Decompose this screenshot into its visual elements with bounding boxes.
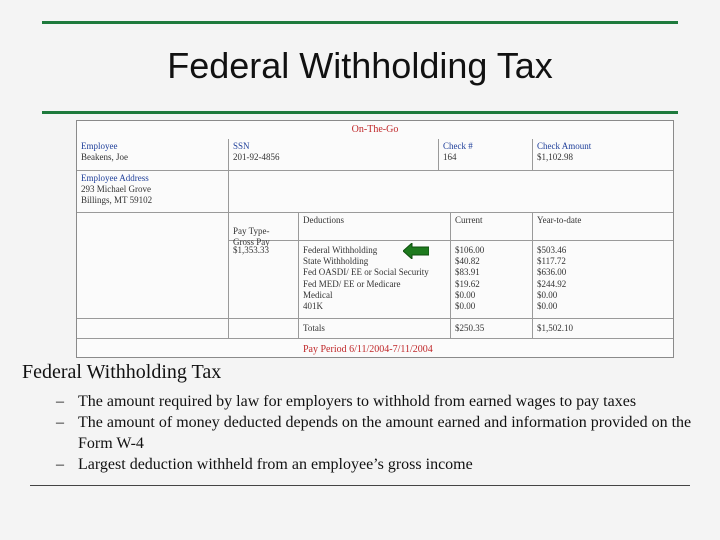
address-line1: 293 Michael Grove [81,184,151,194]
totals-label-cell [299,319,451,339]
totals-blank-left [77,319,229,339]
bullet-text: The amount of money deducted depends on the amount earned and information provided on the Form W-4 [78,414,692,452]
address-line2: Billings, MT 59102 [81,195,153,205]
pay-period: Pay Period 6/11/2004-7/11/2004 [303,344,433,355]
current-header-cell [451,213,533,241]
deduction-ytd: $244.92 [537,278,567,289]
check-number-cell [439,139,533,171]
green-left-arrow-icon [403,243,429,259]
deduction-name: 401K [303,301,323,312]
paytype-label: Pay Type- Gross Pay [233,226,270,247]
employee-name: Beakens, Joe [81,152,128,162]
bottom-rule [30,485,690,486]
totals-current: $250.35 [455,323,485,333]
bullet-item [56,412,716,454]
deduction-current-cell [451,241,533,319]
title-rule-top [42,21,678,24]
ytd-header-cell [533,213,673,241]
deduction-ytd: $117.72 [537,256,566,267]
company-name: On-The-Go [351,124,399,135]
deduction-name: Federal Withholding [303,245,378,255]
deduction-current: $0.00 [455,301,476,312]
totals-blank-paytype [229,319,299,339]
paytype-header-cell [229,213,299,247]
body-heading: Federal Withholding Tax [22,361,222,383]
totals-ytd-cell [533,319,673,339]
bullet-marker: – [56,414,64,431]
deduction-current: $0.00 [455,289,476,300]
check-amount-cell [533,139,673,171]
deductions-header-cell [299,213,451,241]
deduction-ytd: $0.00 [537,289,558,300]
check-number-value: 164 [443,152,457,162]
totals-current-cell [451,319,533,339]
bullet-marker: – [56,456,64,473]
deduction-current: $106.00 [455,245,485,255]
bullet-text: Largest deduction withheld from an employee’s gross income [78,456,473,473]
address-blank-cell [229,171,673,213]
slide-title: Federal Withholding Tax [167,45,553,86]
bullet-text: The amount required by law for employers to withhold from earned wages to pay taxes [78,393,637,410]
ytd-label: Year-to-date [537,215,582,225]
address-label: Employee Address [81,173,149,183]
employee-cell [77,139,229,171]
deduction-ytd: $0.00 [537,301,558,312]
deductions-label: Deductions [303,215,344,225]
check-number-label: Check # [443,141,473,151]
bullet-item [56,391,716,412]
bullet-list [56,391,716,475]
check-amount-value: $1,102.98 [537,152,573,162]
bullet-item [56,454,716,475]
totals-ytd: $1,502.10 [537,323,573,333]
gross-pay-cell [229,241,299,319]
deduction-ytd-cell [533,241,673,319]
deduction-name: State Withholding [303,256,369,267]
deduction-ytd: $503.46 [537,245,567,255]
deduction-current: $40.82 [455,256,480,267]
blank-left-cell [77,213,229,319]
ssn-value: 201-92-4856 [233,152,280,162]
check-amount-label: Check Amount [537,141,592,151]
deduction-name: Fed MED/ EE or Medicare [303,278,401,289]
deduction-current: $83.91 [455,267,480,278]
employee-label: Employee [81,141,118,151]
address-cell [77,171,229,213]
ssn-cell [229,139,439,171]
bullet-marker: – [56,393,64,410]
paystub [76,120,674,358]
gross-pay-value: $1,353.33 [233,245,269,255]
current-label: Current [455,215,483,225]
title-rule-bottom [42,111,678,114]
deduction-current: $19.62 [455,278,480,289]
deduction-name: Medical [303,289,333,300]
deduction-ytd: $636.00 [537,267,567,278]
deduction-name: Fed OASDI/ EE or Social Security [303,267,429,278]
totals-label: Totals [303,323,325,333]
ssn-label: SSN [233,141,250,151]
